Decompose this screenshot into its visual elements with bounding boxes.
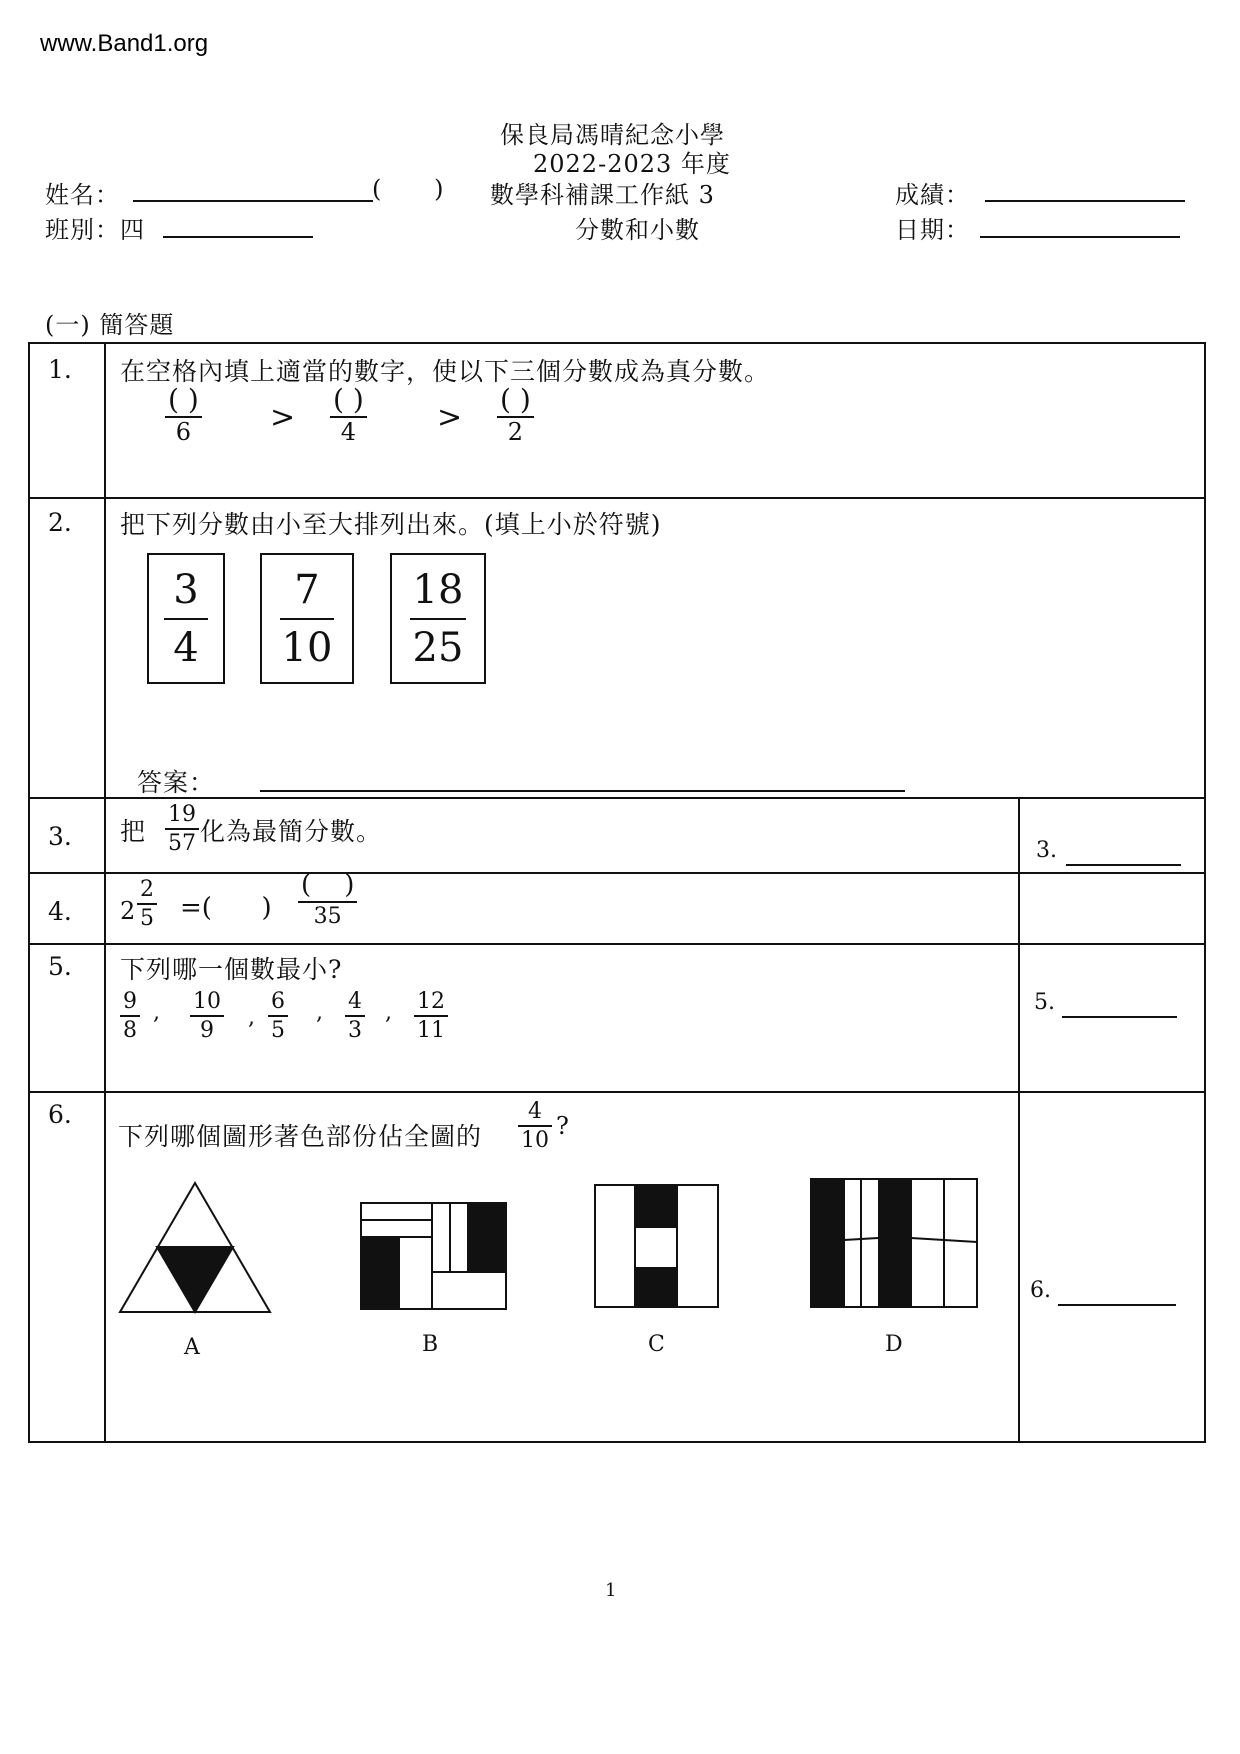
q6-figure-a-triangle[interactable] <box>115 1180 275 1315</box>
row-divider-4 <box>30 943 1204 945</box>
q6-option-c: C <box>648 1332 665 1357</box>
student-number-bracket: ( ) <box>372 175 445 203</box>
q5-comma-2: , <box>248 1005 255 1030</box>
q3-fraction: 19 57 <box>165 803 199 855</box>
q6-option-d: D <box>885 1332 903 1357</box>
q6-option-b: B <box>422 1332 439 1357</box>
q1-fraction-3[interactable]: ( ) 2 <box>497 385 534 446</box>
q1-fraction-2[interactable]: ( ) 4 <box>330 385 367 446</box>
q5-number: 5. <box>48 952 72 981</box>
q3-number: 3. <box>48 822 72 851</box>
row-divider-5 <box>30 1091 1204 1093</box>
q5-comma-4: , <box>385 1000 392 1025</box>
q6-figure-b-rectangles[interactable] <box>360 1202 507 1310</box>
q5-fraction-4: 4 3 <box>345 990 365 1042</box>
q1-fraction-1[interactable]: ( ) 6 <box>165 385 202 446</box>
q5-fraction-2: 10 9 <box>190 990 224 1042</box>
q6-figure-d-stripes[interactable] <box>810 1178 978 1308</box>
site-url[interactable]: www.Band1.org <box>40 30 209 57</box>
q4-equals-blank[interactable]: =( ) <box>180 893 272 923</box>
row-divider-3 <box>30 872 1204 874</box>
q2-number: 2. <box>48 508 72 537</box>
q4-mixed-fraction: 2 5 <box>137 878 157 930</box>
q1-greater-than-1: > <box>270 400 296 435</box>
q2-fraction-card-3: 18 25 <box>390 553 486 684</box>
number-column-divider <box>104 344 106 1441</box>
q3-post-text: 化為最簡分數。 <box>200 817 383 846</box>
q1-number: 1. <box>48 355 72 384</box>
q3-answer-number: 3. <box>1036 838 1057 863</box>
q1-text: 在空格內填上適當的數字，使以下三個分數成為真分數。 <box>120 357 771 386</box>
q5-answer-number: 5. <box>1034 990 1055 1015</box>
page-number: 1 <box>605 1580 617 1601</box>
section-title: (一) 簡答題 <box>45 311 175 339</box>
q3-answer-line[interactable] <box>1066 864 1181 866</box>
q5-text: 下列哪一個數最小? <box>120 955 343 984</box>
q6-text: 下列哪個圖形著色部份佔全圖的 <box>118 1122 483 1151</box>
school-year: 2022-2023 年度 <box>533 150 731 178</box>
row-divider-1 <box>30 497 1204 499</box>
name-line[interactable] <box>133 200 373 202</box>
q6-fraction: 4 10 <box>518 1100 552 1152</box>
q2-answer-label: 答案： <box>137 768 216 797</box>
q4-fraction-blank[interactable]: ( ) 35 <box>298 872 357 928</box>
q5-comma-1: , <box>153 1000 160 1025</box>
q4-number: 4. <box>48 897 72 926</box>
date-label: 日期： <box>895 216 970 244</box>
q6-answer-number: 6. <box>1030 1278 1051 1303</box>
class-label: 班別：四 <box>45 216 145 244</box>
q5-answer-line[interactable] <box>1062 1016 1177 1018</box>
worksheet-title: 數學科補課工作紙 3 <box>490 181 715 209</box>
q2-answer-line[interactable] <box>260 790 905 792</box>
score-label: 成績： <box>895 181 970 209</box>
q6-answer-line[interactable] <box>1058 1304 1176 1306</box>
q2-fraction-card-1: 3 4 <box>147 553 225 684</box>
q5-fraction-1: 9 8 <box>120 990 140 1042</box>
q5-fraction-3: 6 5 <box>268 990 288 1042</box>
school-name: 保良局馮晴紀念小學 <box>500 121 725 149</box>
class-line[interactable] <box>163 236 313 238</box>
q1-greater-than-2: > <box>437 400 463 435</box>
q4-whole: 2 <box>120 897 136 925</box>
worksheet-subtitle: 分數和小數 <box>575 216 700 244</box>
q2-text: 把下列分數由小至大排列出來。(填上小於符號) <box>120 510 662 539</box>
q6-figure-c-columns[interactable] <box>594 1184 719 1308</box>
q2-fraction-card-2: 7 10 <box>260 553 354 684</box>
q5-comma-3: , <box>316 1000 323 1025</box>
name-label: 姓名： <box>45 181 120 209</box>
q6-question-mark: ? <box>556 1112 569 1140</box>
answer-column-divider <box>1018 797 1020 1441</box>
date-line[interactable] <box>980 236 1180 238</box>
q5-fraction-5: 12 11 <box>414 990 448 1042</box>
score-line[interactable] <box>985 200 1185 202</box>
q6-option-a: A <box>184 1335 200 1360</box>
q6-number: 6. <box>48 1100 72 1129</box>
q3-pre-text: 把 <box>120 817 147 846</box>
